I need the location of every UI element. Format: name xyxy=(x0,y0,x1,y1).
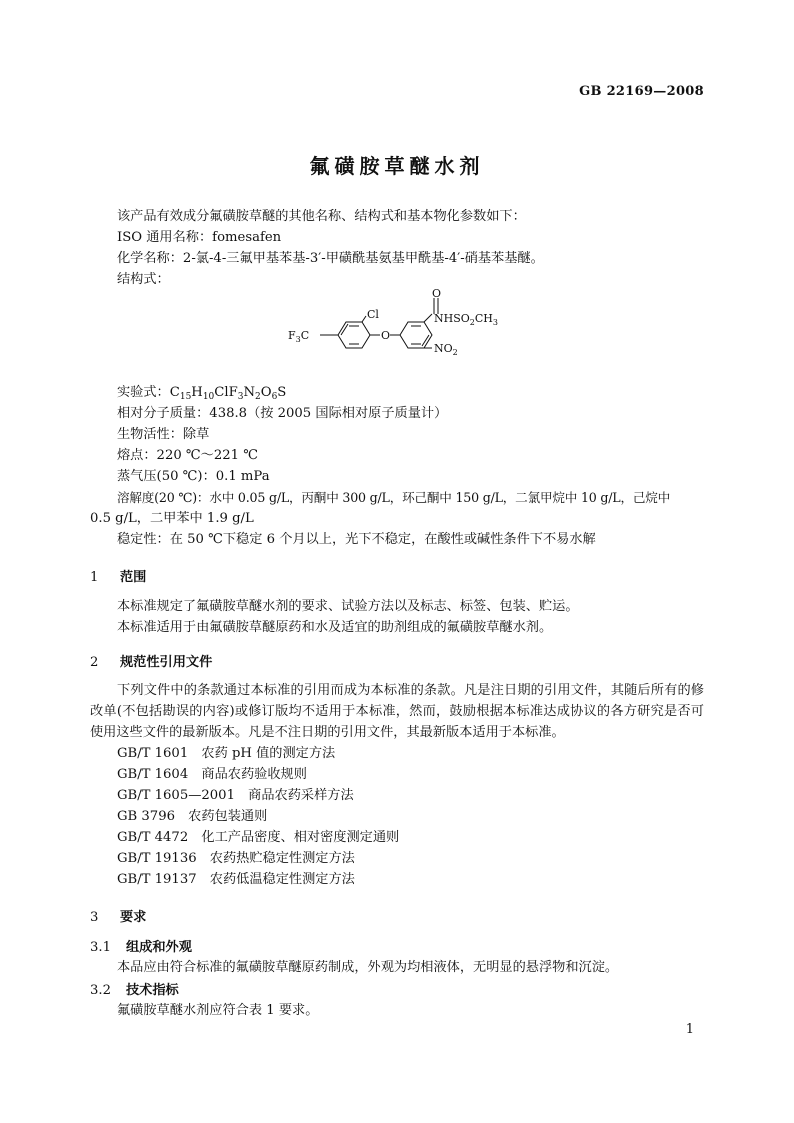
iso-name: ISO 通用名称：fomesafen xyxy=(117,230,282,245)
standard-code: GB 22169—2008 xyxy=(579,84,704,99)
section-3-1-heading: 3.1 组成和外观 xyxy=(90,940,192,955)
solubility-line-2: 0.5 g/L，二甲苯中 1.9 g/L xyxy=(90,511,254,526)
scope-paragraph-2: 本标准适用于由氟磺胺草醚原药和水及适宜的助剂组成的氟磺胺草醚水剂。 xyxy=(117,620,553,635)
scope-paragraph-1: 本标准规定了氟磺胺草醚水剂的要求、试验方法以及标志、标签、包装、贮运。 xyxy=(117,599,579,614)
ref-item: GB/T 1604 商品农药验收规则 xyxy=(117,767,307,782)
intro-lead: 该产品有效成分氟磺胺草醚的其他名称、结构式和基本物化参数如下： xyxy=(117,209,526,224)
trifluoromethyl-label: $F_3C$ xyxy=(288,329,310,344)
document-title: 氟磺胺草醚水剂 xyxy=(309,154,485,178)
ref-item: GB 3796 农药包装通则 xyxy=(117,809,268,824)
structure-label: 结构式： xyxy=(117,272,170,287)
ref-item: GB/T 19137 农药低温稳定性测定方法 xyxy=(117,872,355,887)
normative-refs-paragraph: 下列文件中的条款通过本标准的引用而成为本标准的条款。凡是注日期的引用文件，其随后所有的修改单(不包括勘误的内容)或修订版均不适用于本标准，然而，鼓励根据本标准达成协议的各方研究是否可使用这些文件的最新版本。凡是不注日期的引用文件，其最新版本适用于本标准。 xyxy=(90,683,704,740)
section-2-heading: 2 规范性引用文件 xyxy=(90,655,213,670)
chloro-label: Cl xyxy=(367,308,379,321)
section-3-heading: 3 要求 xyxy=(90,910,147,925)
carbonyl-o-label: O xyxy=(432,288,442,300)
section-3-2-heading: 3.2 技术指标 xyxy=(90,983,179,998)
nitro-label: $NO_2$ xyxy=(434,342,458,357)
vapor-pressure: 蒸气压(50 ℃)：0.1 mPa xyxy=(117,469,270,484)
chemical-name: 化学名称：2-氯-4-三氟甲基苯基-3′-甲磺酰基氨基甲酰基-4′-硝基苯基醚。 xyxy=(117,251,544,266)
biological-activity: 生物活性：除草 xyxy=(117,427,210,442)
ref-item: GB/T 1601 农药 pH 值的测定方法 xyxy=(117,746,336,761)
composition-text: 本品应由符合标准的氟磺胺草醚原药制成，外观为均相液体，无明显的悬浮物和沉淀。 xyxy=(117,960,619,975)
ether-o-label: O xyxy=(381,329,391,342)
ref-item: GB/T 4472 化工产品密度、相对密度测定通则 xyxy=(117,830,400,845)
melting-point: 熔点：220 ℃～221 ℃ xyxy=(117,448,258,463)
stability: 稳定性：在 50 ℃下稳定 6 个月以上，光下不稳定，在酸性或碱性条件下不易水解 xyxy=(117,532,596,547)
solubility-line-1: 溶解度(20 ℃)：水中 0.05 g/L，丙酮中 300 g/L，环己酮中 150 g/L，二氯甲烷中 10 g/L，己烷中 xyxy=(117,490,671,505)
section-1-heading: 1 范围 xyxy=(90,570,147,585)
molecular-weight: 相对分子质量：438.8（按 2005 国际相对原子质量计） xyxy=(117,406,448,421)
ref-item: GB/T 1605—2001 商品农药采样方法 xyxy=(117,788,354,803)
page-number: 1 xyxy=(685,1022,694,1037)
structural-formula xyxy=(284,288,524,363)
empirical-formula: 实验式：$C_{15}H_{10}ClF_3N_2O_6S$ xyxy=(117,385,287,402)
ref-item: GB/T 19136 农药热贮稳定性测定方法 xyxy=(117,851,355,866)
tech-spec-text: 氟磺胺草醚水剂应符合表 1 要求。 xyxy=(117,1003,319,1018)
sulfonamide-label: $NHSO_2CH_3$ xyxy=(434,312,498,327)
